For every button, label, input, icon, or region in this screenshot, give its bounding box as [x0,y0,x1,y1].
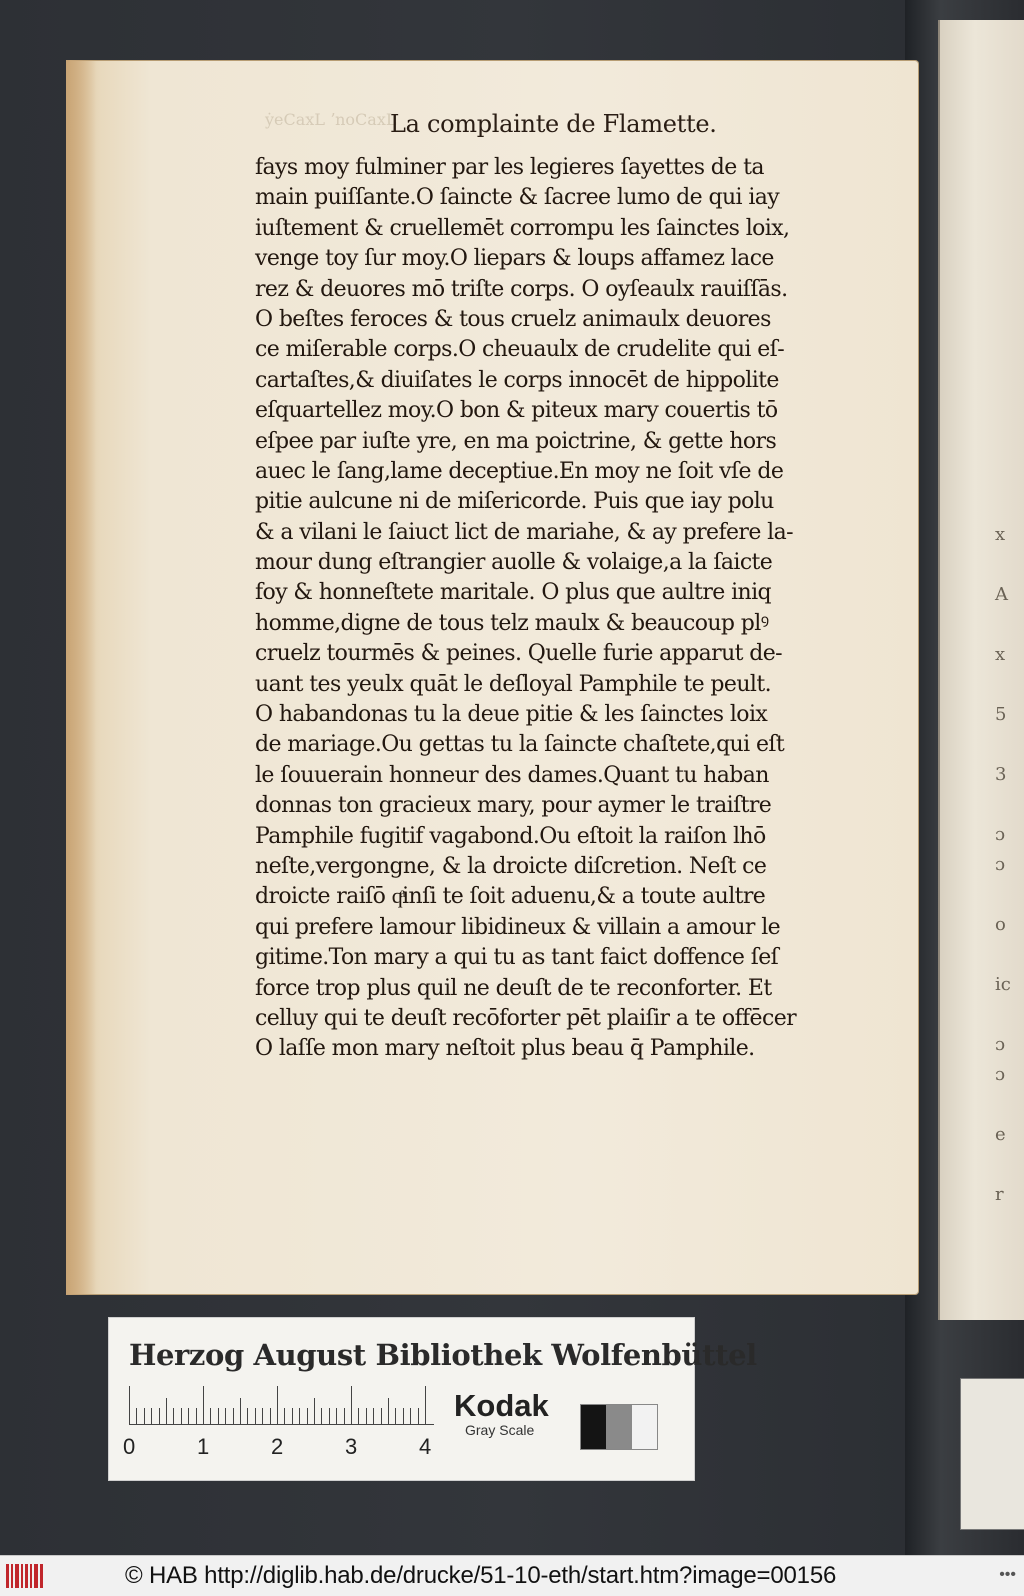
ruler-tick [299,1408,300,1424]
text-line: force trop plus quil ne deuſt de te reconforter. Et [255,975,772,1001]
ruler-tick [321,1408,322,1424]
ruler-tick [144,1408,145,1424]
gray-swatch [606,1405,631,1449]
ruler-tick [151,1408,152,1424]
gray-swatch [581,1405,606,1449]
ruler-tick [336,1408,337,1424]
text-line: celluy qui te deuſt recōforter pēt plaiſir a te offēcer [255,1005,797,1031]
text-line: cartaſtes,& diuiſates le corps innocēt de hippolite [255,367,779,393]
ruler-scale [129,1384,434,1425]
bleed-through-text: ẏeCaxL ʼnoCaxL [265,110,397,129]
page-edge-discoloration [66,60,96,1295]
ruler-tick [366,1408,367,1424]
text-line: donnas ton gracieux mary, pour aymer le traiſtre [255,793,772,819]
text-line: foy & honneſtete maritale. O plus que aultre iniq [255,580,772,606]
calibration-card [108,1317,757,1481]
text-line: eſquartellez moy.O bon & piteux mary couertis tō [255,398,778,424]
ruler-tick [373,1408,374,1424]
text-line: O beſtes feroces & tous cruelz animaulx deuores [255,306,771,332]
ruler-tick [329,1408,330,1424]
ruler-tick [344,1408,345,1424]
text-line: venge toy ſur moy.O liepars & loups affamez lace [255,246,774,272]
facing-page-label [960,1378,1024,1530]
text-line: qui prefere lamour libidineux & villain a amour le [255,914,781,940]
logo-bar [11,1564,13,1588]
library-name: Herzog August Bibliothek Wolfenbüttel [129,1338,757,1372]
ruler-tick [136,1408,137,1424]
ruler-tick [240,1398,241,1424]
text-line: cruelz tourmēs & peines. Quelle furie apparut de- [255,641,783,667]
ruler-tick [196,1408,197,1424]
footer-bar [0,1555,1024,1596]
text-line: pitie aulcune ni de miſericorde. Puis que iay polu [255,489,774,515]
ruler-tick [284,1408,285,1424]
ruler-tick [255,1408,256,1424]
ruler-tick [381,1408,382,1424]
ruler-tick [247,1408,248,1424]
text-line: le ſouuerain honneur des dames.Quant tu haban [255,762,769,788]
text-line: Pamphile fugitif vagabond.Ou eſtoit la raiſon lhō [255,823,766,849]
source-url[interactable]: © HAB http://diglib.hab.de/drucke/51-10-eth/start.htm?image=00156 [125,1562,837,1589]
ruler-tick [314,1398,315,1424]
text-line: eſpee par iuſte yre, en ma poictrine, & gette hors [255,428,777,454]
text-line: main puiſſante.O ſaincte & ſacree lumo de qui iay [255,185,780,211]
text-line: de mariage.Ou gettas tu la ſaincte chaſtete,qui eſt [255,732,785,758]
logo-bar [6,1564,9,1588]
gray-scale-label: Gray Scale [465,1422,535,1438]
ruler-tick [188,1408,189,1424]
gray-swatch [632,1405,657,1449]
ruler-tick [218,1408,219,1424]
text-line: auec le ſang,lame deceptiue.En moy ne ſoit vſe de [255,458,784,484]
logo-bar [25,1564,28,1588]
text-line: O laſſe mon mary neſtoit plus beau q̄ Pamphile. [255,1036,755,1062]
ruler-tick [203,1386,204,1424]
ruler-tick [181,1408,182,1424]
ruler-number: 3 [345,1434,358,1459]
ruler-tick [351,1386,352,1424]
ruler-tick [225,1408,226,1424]
ruler-tick [210,1408,211,1424]
logo-bar [34,1564,38,1588]
ruler-number: 4 [419,1434,432,1459]
ruler-tick [270,1408,271,1424]
ruler-tick [403,1408,404,1424]
ruler-tick [277,1386,278,1424]
gray-scale-swatches [580,1404,658,1450]
kodak-logo: Kodak [454,1388,549,1423]
text-line: ce miſerable corps.O cheuaulx de crudelite qui eſ- [255,337,785,363]
ruler-tick [410,1408,411,1424]
ruler-tick [129,1386,130,1424]
text-line: homme,digne de tous telz maulx & beaucoup plꝰ [255,610,769,636]
hab-logo-icon[interactable] [6,1564,48,1588]
text-line: & a vilani le ſaiuct lict de mariahe, & ay prefere la- [255,519,793,545]
ruler-number: 1 [197,1434,210,1459]
ruler-tick [358,1408,359,1424]
logo-bar [15,1564,19,1588]
ruler-numbers [123,1434,463,1458]
text-line: gitime.Ton mary a qui tu as tant faict doffence ſeſ [255,945,779,971]
logo-bar [21,1564,23,1588]
ruler-tick [418,1408,419,1424]
ruler-tick [166,1398,167,1424]
ruler-tick [262,1408,263,1424]
facing-page-margin-marks: x A x 5 3 ɔ ɔ o ic ɔ ɔ e r [995,524,1011,1205]
text-line: mour dung eſtrangier auolle & volaige,a la ſaicte [255,550,773,576]
text-line: rez & deuores mō triſte corps. O oyſeaulx rauiſſās. [255,276,788,302]
ruler-tick [159,1408,160,1424]
ruler-tick [425,1386,426,1424]
ruler-tick [233,1408,234,1424]
text-line: fays moy fulminer par les legieres ſayettes de ta [255,155,764,180]
text-line: droicte raiſō qͣinſi te ſoit aduenu,& a toute aultre [255,884,766,910]
ruler-number: 0 [123,1434,136,1459]
ruler-tick [173,1408,174,1424]
ruler-number: 2 [271,1434,284,1459]
text-line: uant tes yeulx quāt le deſloyal Pamphile te peult. [255,671,771,697]
page-text-block [255,153,855,1065]
ruler-tick [395,1408,396,1424]
running-head: La complainte de Flamette. [390,110,717,138]
text-line: neſte,vergongne, & la droicte diſcretion. Neſt ce [255,853,767,879]
more-icon[interactable]: ••• [999,1566,1016,1583]
logo-bar [30,1564,32,1588]
ruler-tick [307,1408,308,1424]
text-line: O habandonas tu la deue pitie & les ſainctes loix [255,702,768,728]
ruler-tick [388,1398,389,1424]
text-line: iuſtement & cruellemēt corrompu les ſainctes loix, [255,215,790,241]
logo-bar [40,1564,43,1588]
ruler-tick [292,1408,293,1424]
